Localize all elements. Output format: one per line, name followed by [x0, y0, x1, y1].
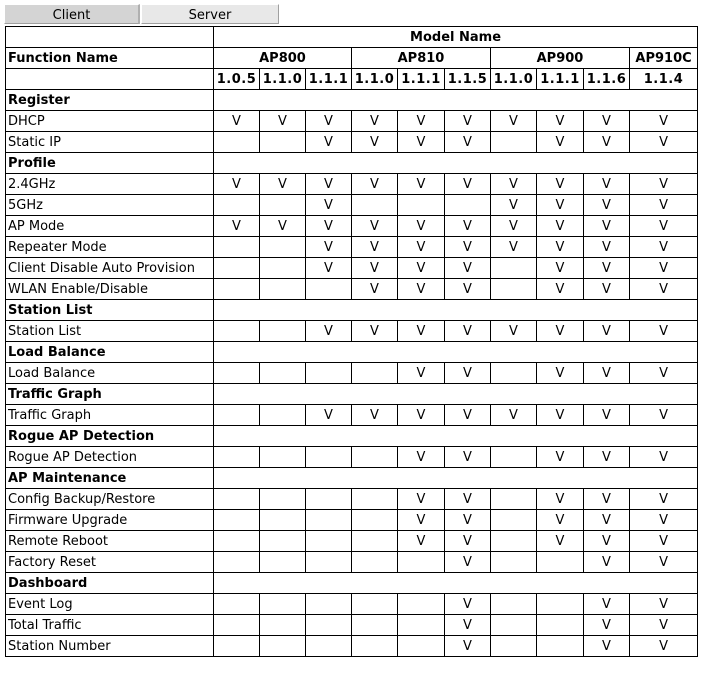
empty-cell — [491, 258, 537, 279]
support-mark: V — [584, 405, 630, 426]
function-name: WLAN Enable/Disable — [6, 279, 214, 300]
support-mark: V — [584, 489, 630, 510]
support-mark: V — [584, 258, 630, 279]
empty-cell — [491, 615, 537, 636]
tab-server[interactable]: Server — [141, 4, 279, 24]
empty-cell — [306, 531, 352, 552]
function-row — [6, 447, 698, 468]
support-mark: V — [584, 195, 630, 216]
support-mark: V — [445, 216, 491, 237]
function-row — [6, 636, 698, 657]
empty-cell — [491, 636, 537, 657]
support-mark: V — [491, 405, 537, 426]
support-mark: V — [537, 111, 584, 132]
support-mark: V — [306, 405, 352, 426]
function-name: Repeater Mode — [6, 237, 214, 258]
empty-cell — [352, 363, 398, 384]
empty-cell — [398, 636, 445, 657]
section-row — [6, 153, 698, 174]
function-name: Client Disable Auto Provision — [6, 258, 214, 279]
empty-cell — [260, 237, 306, 258]
support-mark: V — [352, 216, 398, 237]
support-mark: V — [584, 552, 630, 573]
support-mark: V — [584, 447, 630, 468]
model-ap800-header: AP800 — [214, 48, 352, 69]
support-mark: V — [630, 237, 698, 258]
section-row — [6, 468, 698, 489]
support-mark: V — [537, 363, 584, 384]
support-mark: V — [584, 174, 630, 195]
support-mark: V — [630, 279, 698, 300]
support-mark: V — [398, 279, 445, 300]
empty-cell — [352, 636, 398, 657]
support-mark: V — [584, 132, 630, 153]
support-mark: V — [445, 258, 491, 279]
support-mark: V — [398, 174, 445, 195]
support-mark: V — [491, 321, 537, 342]
header-blank-cell — [6, 69, 214, 90]
empty-cell — [306, 510, 352, 531]
empty-cell — [537, 615, 584, 636]
empty-cell — [260, 132, 306, 153]
function-row — [6, 321, 698, 342]
support-mark: V — [398, 447, 445, 468]
support-mark: V — [214, 174, 260, 195]
support-mark: V — [537, 531, 584, 552]
empty-cell — [352, 531, 398, 552]
empty-cell — [214, 258, 260, 279]
function-row — [6, 111, 698, 132]
support-mark: V — [214, 111, 260, 132]
function-name: DHCP — [6, 111, 214, 132]
section-title: Register — [6, 90, 214, 111]
empty-cell — [260, 594, 306, 615]
section-blank-cell — [214, 573, 698, 594]
support-mark: V — [630, 216, 698, 237]
support-mark: V — [630, 552, 698, 573]
function-row — [6, 489, 698, 510]
section-title: Profile — [6, 153, 214, 174]
support-mark: V — [398, 258, 445, 279]
header-row-models — [6, 48, 698, 69]
empty-cell — [352, 489, 398, 510]
version-header: 1.1.0 — [491, 69, 537, 90]
section-row — [6, 90, 698, 111]
support-mark: V — [260, 174, 306, 195]
empty-cell — [214, 615, 260, 636]
support-mark: V — [445, 174, 491, 195]
section-title: Traffic Graph — [6, 384, 214, 405]
function-row — [6, 510, 698, 531]
support-mark: V — [537, 447, 584, 468]
section-row — [6, 426, 698, 447]
version-header: 1.1.1 — [537, 69, 584, 90]
section-row — [6, 384, 698, 405]
support-mark: V — [398, 363, 445, 384]
support-mark: V — [445, 111, 491, 132]
empty-cell — [491, 510, 537, 531]
empty-cell — [214, 510, 260, 531]
function-name: Firmware Upgrade — [6, 510, 214, 531]
support-mark: V — [306, 321, 352, 342]
support-mark: V — [398, 237, 445, 258]
function-row — [6, 615, 698, 636]
support-mark: V — [306, 195, 352, 216]
model-ap810-header: AP810 — [352, 48, 491, 69]
empty-cell — [306, 489, 352, 510]
empty-cell — [491, 594, 537, 615]
support-mark: V — [445, 363, 491, 384]
version-header: 1.1.1 — [398, 69, 445, 90]
support-mark: V — [445, 237, 491, 258]
function-row — [6, 552, 698, 573]
function-row — [6, 594, 698, 615]
support-mark: V — [398, 111, 445, 132]
section-title: Load Balance — [6, 342, 214, 363]
support-mark: V — [584, 111, 630, 132]
function-row — [6, 195, 698, 216]
tab-client[interactable]: Client — [4, 4, 140, 24]
support-mark: V — [398, 510, 445, 531]
section-blank-cell — [214, 153, 698, 174]
support-mark: V — [584, 510, 630, 531]
empty-cell — [214, 237, 260, 258]
support-mark: V — [584, 237, 630, 258]
support-mark: V — [352, 111, 398, 132]
function-name: Static IP — [6, 132, 214, 153]
function-name: AP Mode — [6, 216, 214, 237]
empty-cell — [214, 279, 260, 300]
version-header: 1.1.0 — [352, 69, 398, 90]
version-header: 1.1.1 — [306, 69, 352, 90]
support-mark: V — [352, 132, 398, 153]
support-mark: V — [630, 405, 698, 426]
support-mark: V — [306, 216, 352, 237]
support-mark: V — [630, 174, 698, 195]
support-mark: V — [445, 636, 491, 657]
support-mark: V — [260, 216, 306, 237]
support-mark: V — [445, 447, 491, 468]
support-mark: V — [398, 216, 445, 237]
empty-cell — [352, 447, 398, 468]
support-mark: V — [537, 174, 584, 195]
support-mark: V — [584, 321, 630, 342]
support-mark: V — [630, 258, 698, 279]
header-blank-cell — [6, 27, 214, 48]
support-mark: V — [352, 237, 398, 258]
function-name: 2.4GHz — [6, 174, 214, 195]
function-row — [6, 132, 698, 153]
section-blank-cell — [214, 300, 698, 321]
support-mark: V — [306, 237, 352, 258]
empty-cell — [214, 195, 260, 216]
support-mark: V — [352, 258, 398, 279]
support-mark: V — [214, 216, 260, 237]
empty-cell — [445, 195, 491, 216]
empty-cell — [306, 447, 352, 468]
section-title: Station List — [6, 300, 214, 321]
function-name: 5GHz — [6, 195, 214, 216]
header-row-versions — [6, 69, 698, 90]
empty-cell — [260, 363, 306, 384]
function-row — [6, 258, 698, 279]
version-header: 1.1.4 — [630, 69, 698, 90]
support-mark: V — [630, 447, 698, 468]
support-mark: V — [491, 174, 537, 195]
function-name: Station Number — [6, 636, 214, 657]
support-mark: V — [398, 132, 445, 153]
function-row — [6, 216, 698, 237]
empty-cell — [214, 447, 260, 468]
support-mark: V — [306, 111, 352, 132]
empty-cell — [491, 447, 537, 468]
support-mark: V — [630, 594, 698, 615]
support-mark: V — [491, 237, 537, 258]
support-mark: V — [491, 195, 537, 216]
support-mark: V — [445, 531, 491, 552]
function-name: Rogue AP Detection — [6, 447, 214, 468]
empty-cell — [398, 594, 445, 615]
empty-cell — [260, 279, 306, 300]
support-mark: V — [537, 195, 584, 216]
support-mark: V — [352, 174, 398, 195]
function-name: Total Traffic — [6, 615, 214, 636]
empty-cell — [352, 552, 398, 573]
section-title: Dashboard — [6, 573, 214, 594]
header-row-model — [6, 27, 698, 48]
function-row — [6, 363, 698, 384]
support-mark: V — [630, 195, 698, 216]
model-ap900-header: AP900 — [491, 48, 630, 69]
empty-cell — [260, 531, 306, 552]
empty-cell — [260, 447, 306, 468]
support-mark: V — [537, 321, 584, 342]
empty-cell — [214, 489, 260, 510]
support-mark: V — [398, 489, 445, 510]
section-blank-cell — [214, 384, 698, 405]
support-mark: V — [537, 510, 584, 531]
empty-cell — [260, 489, 306, 510]
empty-cell — [491, 552, 537, 573]
support-mark: V — [491, 111, 537, 132]
support-mark: V — [491, 216, 537, 237]
section-row — [6, 342, 698, 363]
empty-cell — [491, 132, 537, 153]
function-name-header: Function Name — [6, 48, 214, 69]
function-row — [6, 279, 698, 300]
empty-cell — [214, 363, 260, 384]
support-mark: V — [584, 363, 630, 384]
empty-cell — [537, 552, 584, 573]
empty-cell — [214, 552, 260, 573]
empty-cell — [398, 615, 445, 636]
model-ap910c-header: AP910C — [630, 48, 698, 69]
section-row — [6, 300, 698, 321]
function-row — [6, 237, 698, 258]
empty-cell — [214, 594, 260, 615]
support-mark: V — [537, 132, 584, 153]
support-mark: V — [537, 258, 584, 279]
support-mark: V — [352, 279, 398, 300]
version-header: 1.1.6 — [584, 69, 630, 90]
support-mark: V — [445, 405, 491, 426]
support-mark: V — [630, 615, 698, 636]
support-mark: V — [445, 594, 491, 615]
support-mark: V — [537, 216, 584, 237]
function-row — [6, 531, 698, 552]
function-name: Remote Reboot — [6, 531, 214, 552]
empty-cell — [306, 615, 352, 636]
support-mark: V — [537, 279, 584, 300]
empty-cell — [260, 258, 306, 279]
empty-cell — [352, 615, 398, 636]
section-title: Rogue AP Detection — [6, 426, 214, 447]
support-mark: V — [584, 279, 630, 300]
function-row — [6, 174, 698, 195]
support-mark: V — [445, 489, 491, 510]
empty-cell — [306, 279, 352, 300]
support-mark: V — [630, 363, 698, 384]
support-mark: V — [630, 510, 698, 531]
empty-cell — [260, 636, 306, 657]
support-mark: V — [306, 258, 352, 279]
support-mark: V — [352, 405, 398, 426]
support-mark: V — [584, 531, 630, 552]
support-mark: V — [260, 111, 306, 132]
version-header: 1.0.5 — [214, 69, 260, 90]
empty-cell — [260, 615, 306, 636]
support-mark: V — [630, 111, 698, 132]
empty-cell — [537, 636, 584, 657]
empty-cell — [306, 363, 352, 384]
section-blank-cell — [214, 426, 698, 447]
empty-cell — [214, 132, 260, 153]
support-mark: V — [306, 132, 352, 153]
function-name: Factory Reset — [6, 552, 214, 573]
version-header: 1.1.5 — [445, 69, 491, 90]
support-mark: V — [584, 615, 630, 636]
empty-cell — [491, 531, 537, 552]
support-mark: V — [398, 321, 445, 342]
empty-cell — [214, 405, 260, 426]
empty-cell — [352, 195, 398, 216]
support-mark: V — [398, 531, 445, 552]
support-mark: V — [445, 132, 491, 153]
empty-cell — [352, 510, 398, 531]
model-name-header: Model Name — [214, 27, 698, 48]
support-mark: V — [306, 174, 352, 195]
version-header: 1.1.0 — [260, 69, 306, 90]
empty-cell — [260, 510, 306, 531]
empty-cell — [537, 594, 584, 615]
empty-cell — [352, 594, 398, 615]
support-mark: V — [537, 489, 584, 510]
section-blank-cell — [214, 342, 698, 363]
empty-cell — [260, 552, 306, 573]
support-mark: V — [445, 321, 491, 342]
support-mark: V — [630, 321, 698, 342]
support-mark: V — [445, 615, 491, 636]
empty-cell — [214, 321, 260, 342]
support-mark: V — [352, 321, 398, 342]
support-mark: V — [584, 594, 630, 615]
empty-cell — [260, 405, 306, 426]
function-row — [6, 405, 698, 426]
function-name: Config Backup/Restore — [6, 489, 214, 510]
empty-cell — [260, 195, 306, 216]
support-mark: V — [630, 132, 698, 153]
support-mark: V — [584, 636, 630, 657]
function-name: Load Balance — [6, 363, 214, 384]
section-blank-cell — [214, 468, 698, 489]
support-mark: V — [445, 552, 491, 573]
support-mark: V — [630, 636, 698, 657]
empty-cell — [214, 531, 260, 552]
empty-cell — [306, 636, 352, 657]
empty-cell — [260, 321, 306, 342]
support-mark: V — [537, 405, 584, 426]
empty-cell — [491, 363, 537, 384]
support-mark: V — [630, 531, 698, 552]
function-name: Event Log — [6, 594, 214, 615]
support-mark: V — [445, 510, 491, 531]
section-title: AP Maintenance — [6, 468, 214, 489]
empty-cell — [491, 489, 537, 510]
empty-cell — [306, 552, 352, 573]
section-blank-cell — [214, 90, 698, 111]
empty-cell — [398, 195, 445, 216]
compatibility-table — [5, 26, 698, 657]
support-mark: V — [537, 237, 584, 258]
empty-cell — [214, 636, 260, 657]
empty-cell — [306, 594, 352, 615]
function-name: Station List — [6, 321, 214, 342]
empty-cell — [398, 552, 445, 573]
function-name: Traffic Graph — [6, 405, 214, 426]
support-mark: V — [630, 489, 698, 510]
empty-cell — [491, 279, 537, 300]
section-row — [6, 573, 698, 594]
support-mark: V — [445, 279, 491, 300]
support-mark: V — [584, 216, 630, 237]
support-mark: V — [398, 405, 445, 426]
